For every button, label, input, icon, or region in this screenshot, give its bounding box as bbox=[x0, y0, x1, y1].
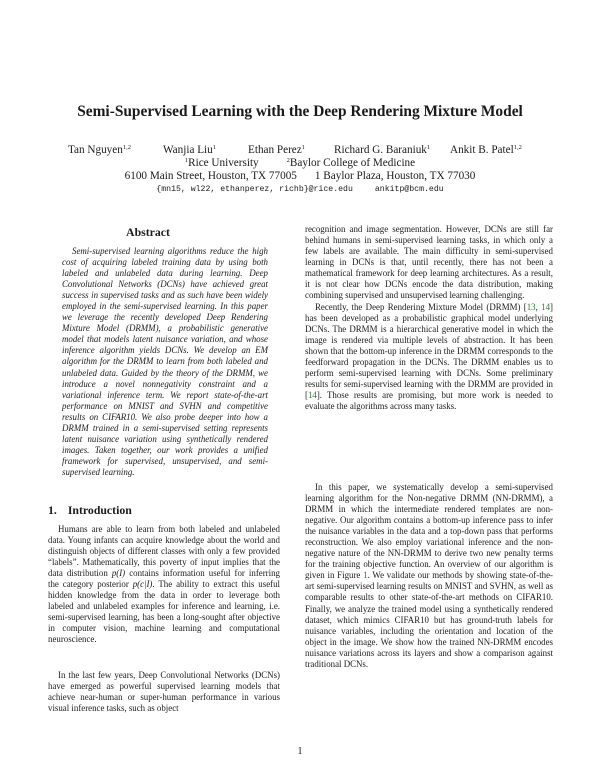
paragraph-text: Recently, the Deep Rendering Mixture Model (DRMM) [ bbox=[315, 302, 527, 312]
author bbox=[163, 143, 216, 157]
paper-title: Semi-Supervised Learning with the Deep Rendering Mixture Model bbox=[77, 103, 523, 120]
section-heading bbox=[48, 503, 132, 517]
address: 6100 Main Street, Houston, TX 77005 bbox=[124, 170, 297, 182]
paragraph-text: . We validate our methods by showing state-of-the-art semi-supervised learning results on MNIST and SVHN, as well as comparable results to other state-of-the-art methods on CIFAR10. Finally, we analyze the trained model using a synthetically rendered dataset, which mimics CIFAR10 but has ground-truth labels for nuisance variables, including the orientation and location of the object in the image. We show how the trained NN-DRMM encodes nuisance variations across its layers and show a comparison against traditional DCNs. bbox=[305, 570, 554, 669]
paragraph-text: , bbox=[535, 302, 542, 312]
email: {mn15, wl22, ethanperez, richb}@rice.edu bbox=[156, 185, 353, 194]
author-affiliation-mark: 1 bbox=[301, 144, 305, 151]
paragraph-text: . The ability to extract this useful hidden knowledge from the data in order to leverage both labeled and unlabeled examples for inference and learning, i.e. semi-supervised learning, has been a long-sought after objective in computer vision, machine learning and computational neuroscience. bbox=[48, 579, 280, 645]
paragraph-text: ]. Those results are promising, but more work is needed to evaluate the algorithms across many tasks. bbox=[305, 390, 553, 412]
author bbox=[248, 143, 305, 157]
paragraph-text: In this paper, we systematically develop a semi-supervised learning algorithm for the Non-negative DRMM (NN-DRMM), a DRMM in which the intermediate rendered templates are non-negative. Our algorithm contains a bottom-up inference pass to infer the nuisance variables in the data and a top-down pass that performs reconstruction. We also employ variational inference and the non-negative nature of the NN-DRMM to derive two new penalty terms for the training objective function. An overview of our algorithm is given in Figure bbox=[305, 482, 553, 581]
affiliation-name: Rice University bbox=[188, 157, 259, 169]
author-name: Tan Nguyen bbox=[68, 144, 123, 156]
author bbox=[450, 143, 522, 157]
paragraph: recognition and image segmentation. However, DCNs are still far behind humans in semi-supervised learning tasks, in which only a few labels are available. The main difficulty in semi-supervised learning in DCNs is that, until recently, there has not been a mathematical framework for deep learning architectures. As a result, it is not clear how DCNs encode the data distribution, making combining supervised and unsupervised learning challenging. bbox=[305, 224, 553, 301]
author-name: Richard G. Baraniuk bbox=[334, 144, 427, 156]
abstract-text: Semi-supervised learning algorithms reduce the high cost of acquiring labeled training data by using both labeled and unlabeled data during learning. Deep Convolutional Networks (DCNs) have achieved great success in supervised tasks and as such have been widely employed in the semi-supervised learning. In this paper we leverage the recently developed Deep Rendering Mixture Model (DRMM), a probabilistic generative model that models latent nuisance variation, and whose inference algorithm yields DCNs. We develop an EM algorithm for the DRMM to learn from both labeled and unlabeled data. Guided by the theory of the DRMM, we introduce a novel nonnegativity constraint and a variational inference term. We report state-of-the-art performance on MNIST and SVHN and competitive results on CIFAR10. We also probe deeper into how a DRMM trained in a semi-supervised setting represents latent nuisance variation using synthetically rendered images. Taken together, our work provides a unified framework for supervised, unsupervised, and semi-supervised learning. bbox=[62, 246, 268, 477]
author-name: Ankit B. Patel bbox=[450, 144, 514, 156]
figure-link[interactable]: 1 bbox=[363, 570, 368, 581]
address: 1 Baylor Plaza, Houston, TX 77030 bbox=[314, 170, 476, 182]
author-affiliation-mark: 1,2 bbox=[513, 144, 522, 151]
affiliation-mark: 2 bbox=[286, 157, 290, 164]
author-affiliation-mark: 1 bbox=[426, 144, 431, 151]
paragraph bbox=[48, 524, 280, 646]
addresses bbox=[0, 169, 600, 183]
section-title: Introduction bbox=[67, 503, 132, 517]
author-name: Wanjia Liu bbox=[163, 144, 213, 156]
paragraph-text: ] has been developed as a probabilistic graphical model underlying DCNs. The DRMM is a hierarchical generative model in which the image is rendered via multiple levels of abstraction. It has been shown that the bottom-up inference in the DRMM corresponds to the feedforward propagation in the DCNs. The DRMM enables us to perform semi-supervised learning with DCNs. Some preliminary results for semi-supervised learning with the DRMM are provided in [ bbox=[305, 302, 553, 401]
email: ankitp@bcm.edu bbox=[374, 185, 444, 194]
citation-link[interactable]: 14 bbox=[541, 302, 551, 312]
paragraph bbox=[305, 482, 553, 670]
author-affiliation-mark: 1,2 bbox=[122, 144, 131, 151]
paragraph bbox=[305, 302, 553, 412]
paragraph-text: contains information useful for inferring the category posterior bbox=[48, 568, 280, 590]
abstract-heading: Abstract bbox=[126, 225, 170, 239]
author-list bbox=[0, 143, 600, 157]
math-expression: p(I) bbox=[111, 568, 126, 579]
emails bbox=[0, 184, 600, 196]
affiliation-name: Baylor College of Medicine bbox=[289, 157, 416, 169]
math-expression: p(c|I) bbox=[132, 579, 153, 590]
section-number: 1. bbox=[48, 503, 57, 517]
citation-link[interactable]: 13 bbox=[526, 302, 536, 312]
paragraph: In the last few years, Deep Convolutional Networks (DCNs) have emerged as powerful supervised learning models that achieve near-human or super-human performance in various visual inference tasks, such as object bbox=[48, 670, 280, 714]
paragraph-text: Humans are able to learn from both labeled and unlabeled data. Young infants can acquire knowledge about the world and distinguish objects of different classes with only a few provided “labels”. Mathematically, this poverty of input implies that the data distribution bbox=[48, 524, 280, 579]
page-number: 1 bbox=[297, 746, 303, 757]
author-name: Ethan Perez bbox=[248, 144, 302, 156]
affiliation-mark: 1 bbox=[184, 157, 189, 164]
author bbox=[334, 143, 430, 157]
affiliations bbox=[0, 156, 600, 170]
author bbox=[68, 143, 131, 157]
author-affiliation-mark: 1 bbox=[212, 144, 216, 151]
citation-link[interactable]: 14 bbox=[307, 390, 317, 401]
